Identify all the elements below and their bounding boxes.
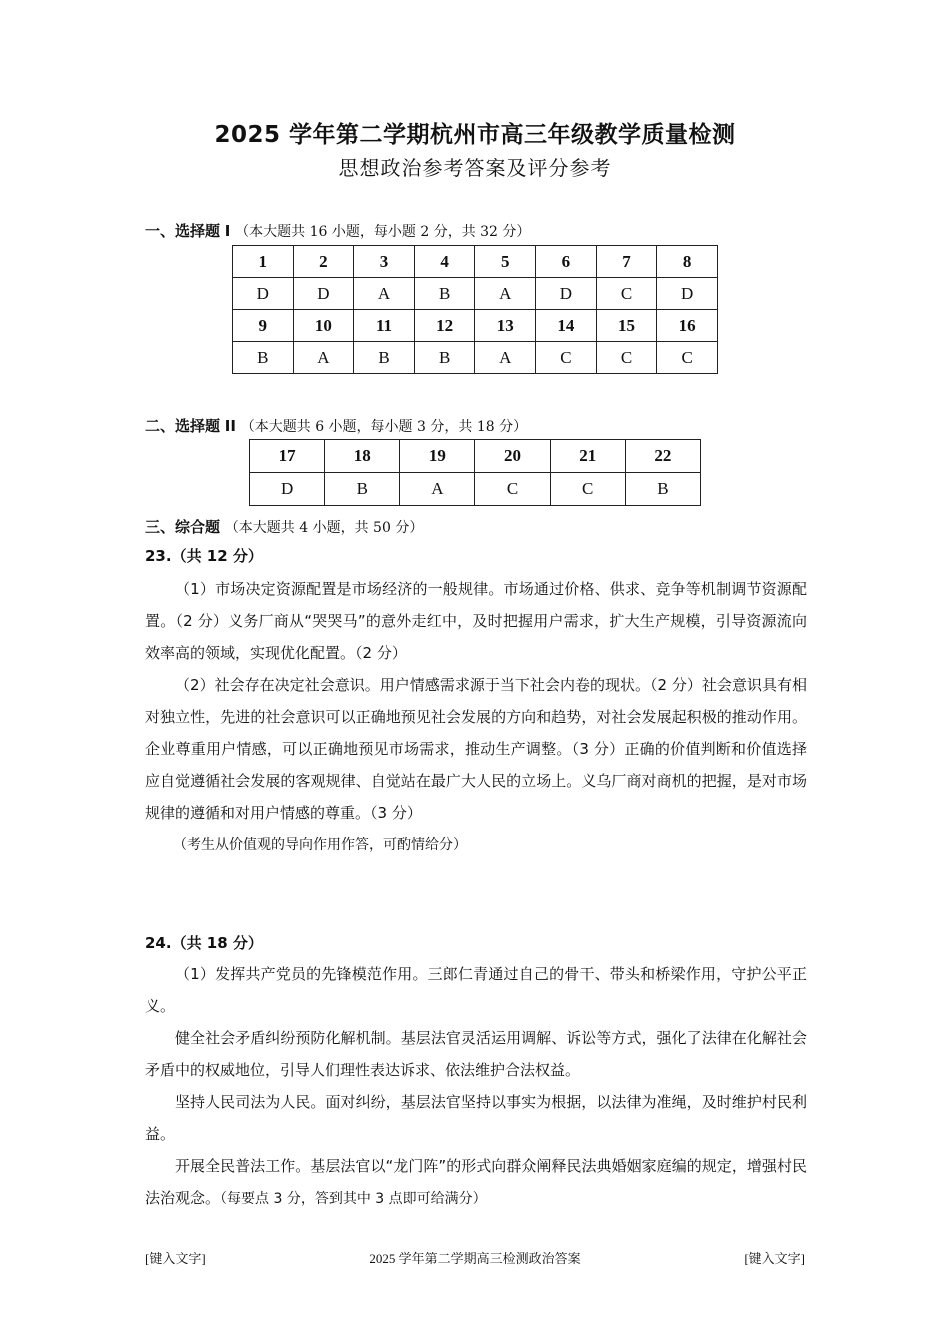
section2-answer-table — [249, 439, 701, 506]
question-number-cell: 17 — [250, 440, 325, 473]
answer-cell: D — [536, 278, 597, 310]
answer-cell: D — [293, 278, 354, 310]
section1-note: （本大题共 16 小题，每小题 2 分，共 32 分） — [235, 224, 531, 240]
q24-scoring-note: （每要点 3 分，答到其中 3 点即可给满分） — [220, 1191, 487, 1207]
section3-heading — [145, 516, 423, 537]
answer-cell: D — [233, 278, 294, 310]
question-number-cell: 13 — [475, 310, 536, 342]
footer-right: [键入文字] — [744, 1251, 805, 1266]
answer-cell: C — [596, 342, 657, 374]
question-number-cell: 3 — [354, 246, 415, 278]
question-number-cell: 5 — [475, 246, 536, 278]
table-row — [233, 310, 718, 342]
q24-paragraph-4 — [145, 1150, 807, 1215]
answer-cell: C — [550, 473, 625, 506]
table-row — [250, 440, 701, 473]
question-number-cell: 7 — [596, 246, 657, 278]
section1-label: 一、选择题 — [145, 222, 221, 240]
section1-answer-table — [232, 245, 718, 374]
question-number-cell: 6 — [536, 246, 597, 278]
question-number-cell: 9 — [233, 310, 294, 342]
question-number-cell: 8 — [657, 246, 718, 278]
table-row — [233, 342, 718, 374]
section1-heading — [145, 220, 530, 241]
q23-paragraph-2: （2）社会存在决定社会意识。用户情感需求源于当下社会内卷的现状。（2 分）社会意识具有相对独立性，先进的社会意识可以正确地预见社会发展的方向和趋势，对社会发展起积极的推动作用。企业尊重用户情感，可以正确地预见市场需求，推动生产调整。（3 分）正确的价值判断和价值选择应自觉遵循社会发展的客观规律、自觉站在最广大人民的立场上。义乌厂商对商机的把握，是对市场规律的遵循和对用户情感的尊重。（3 分） — [145, 676, 807, 822]
answer-cell: A — [400, 473, 475, 506]
question-number-cell: 18 — [325, 440, 400, 473]
table-row — [233, 278, 718, 310]
answer-cell: B — [414, 278, 475, 310]
answer-cell: A — [293, 342, 354, 374]
section1-roman: I — [224, 222, 231, 240]
question-number-cell: 4 — [414, 246, 475, 278]
answer-cell: A — [354, 278, 415, 310]
section2-heading — [145, 415, 527, 436]
question-number-cell: 10 — [293, 310, 354, 342]
answer-cell: D — [657, 278, 718, 310]
answer-cell: A — [475, 342, 536, 374]
answer-cell: B — [625, 473, 700, 506]
q24-paragraph-4-text: 开展全民普法工作。基层法官以“龙门阵”的形式向群众阐释民法典婚姻家庭编的规定，增强村民法治观念。 — [145, 1157, 807, 1207]
question-number-cell: 21 — [550, 440, 625, 473]
q24-paragraph-2: 健全社会矛盾纠纷预防化解机制。基层法官灵活运用调解、诉讼等方式，强化了法律在化解社会矛盾中的权威地位，引导人们理性表达诉求、依法维护合法权益。 — [145, 1029, 807, 1079]
question-number-cell: 14 — [536, 310, 597, 342]
answer-cell: B — [325, 473, 400, 506]
question-number-cell: 15 — [596, 310, 657, 342]
table-row — [250, 473, 701, 506]
q23-paragraph-1: （1）市场决定资源配置是市场经济的一般规律。市场通过价格、供求、竞争等机制调节资源配置。（2 分）义务厂商从“哭哭马”的意外走红中，及时把握用户需求，扩大生产规模，引导资源流向效率高的领域，实现优化配置。（2 分） — [145, 580, 807, 662]
answer-cell: B — [354, 342, 415, 374]
question-number-cell: 20 — [475, 440, 550, 473]
q24-paragraph-3: 坚持人民司法为人民。面对纠纷，基层法官坚持以事实为根据，以法律为准绳，及时维护村民利益。 — [145, 1093, 807, 1143]
footer-center: 2025 学年第二学期高三检测政治答案 — [369, 1251, 581, 1266]
answer-cell: B — [414, 342, 475, 374]
question-number-cell: 12 — [414, 310, 475, 342]
q23-heading: 23.（共 12 分） — [145, 547, 263, 565]
answer-cell: C — [596, 278, 657, 310]
section2-note: （本大题共 6 小题，每小题 3 分，共 18 分） — [240, 419, 528, 435]
question-number-cell: 16 — [657, 310, 718, 342]
q24-paragraph-1: （1）发挥共产党员的先锋模范作用。三郎仁青通过自己的骨干、带头和桥梁作用，守护公平正义。 — [145, 965, 807, 1015]
question-number-cell: 1 — [233, 246, 294, 278]
answer-cell: D — [250, 473, 325, 506]
answer-cell: C — [657, 342, 718, 374]
section2-roman: II — [224, 417, 236, 435]
document-title: 2025 学年第二学期杭州市高三年级教学质量检测 — [214, 122, 736, 148]
answer-cell: C — [536, 342, 597, 374]
section3-label: 三、综合题 — [145, 518, 221, 536]
table-row — [233, 246, 718, 278]
answer-cell: B — [233, 342, 294, 374]
question-number-cell: 19 — [400, 440, 475, 473]
question-number-cell: 2 — [293, 246, 354, 278]
answer-cell: C — [475, 473, 550, 506]
footer-left: [键入文字] — [145, 1251, 206, 1266]
q23-scoring-note: （考生从价值观的导向作用作答，可酌情给分） — [173, 837, 467, 853]
section3-note: （本大题共 4 小题，共 50 分） — [224, 520, 424, 536]
question-number-cell: 22 — [625, 440, 700, 473]
answer-cell: A — [475, 278, 536, 310]
section2-label: 二、选择题 — [145, 417, 221, 435]
q24-heading: 24.（共 18 分） — [145, 934, 263, 952]
question-number-cell: 11 — [354, 310, 415, 342]
document-subtitle: 思想政治参考答案及评分参考 — [338, 156, 612, 180]
